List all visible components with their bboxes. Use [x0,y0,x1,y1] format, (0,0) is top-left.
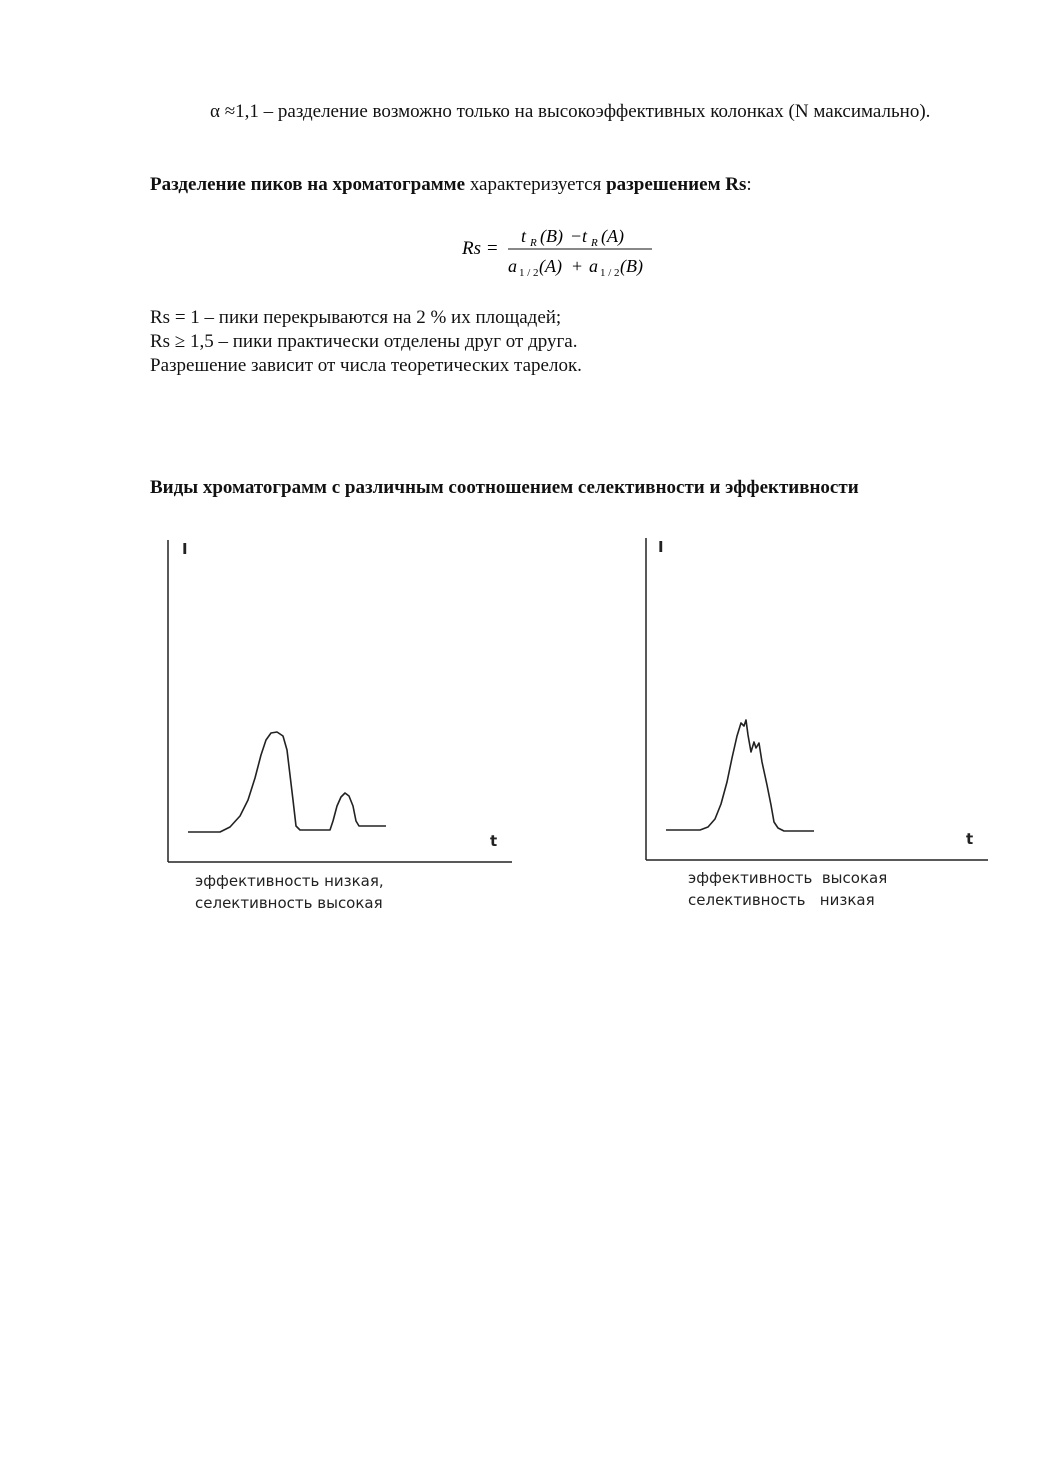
paragraph-resolution [150,173,965,197]
formula-t1-arg: (B) [540,226,563,246]
formula-a2: a [589,256,598,276]
resolution-formula [150,220,965,284]
formula-t1-sub: R [530,237,537,249]
chromatogram-curve [188,732,386,832]
formula-a1: a [508,256,517,276]
y-axis-label: I [182,540,188,558]
formula-a2-sub: 1 / 2 [600,267,620,279]
caption-line: эффективность низкая, [195,872,384,890]
caption-line: селективность низкая [688,891,875,909]
x-axis-label: t [490,832,498,850]
x-axis-label: t [966,830,974,848]
y-axis-label: I [658,538,664,556]
formula-a1-arg: (A) [539,256,562,276]
formula-t1: t [521,226,527,246]
caption-line: эффективность высокая [688,869,888,887]
text-characterized: характеризуется [465,174,607,195]
paragraph-alpha-text: α ≈1,1 – разделение возможно только на высокоэффективных колонках (N максимально). [210,101,931,122]
bold-resolution-rs: разрешением Rs [606,174,747,195]
note-line: Rs ≥ 1,5 – пики практически отделены друг от друга. [150,331,578,352]
chart-caption [688,867,887,911]
formula-plus: + [572,256,583,276]
formula-t2-sub: R [591,237,598,249]
formula-a2-arg: (B) [620,256,643,276]
note-line: Разрешение зависит от числа теоретических тарелок. [150,355,582,376]
text-colon: : [746,174,752,195]
section-heading: Виды хроматограмм с различным соотношением селективности и эффективности [150,477,859,498]
formula-a1-sub: 1 / 2 [519,267,539,279]
chromatogram-curve [666,720,814,831]
chromatogram-low-efficiency [150,530,520,875]
formula-minus: − [571,226,582,246]
chart-caption [195,870,384,914]
caption-line: селективность высокая [195,894,383,912]
formula-t2: t [582,226,588,246]
chromatogram-high-efficiency [628,530,998,875]
formula-t2-arg: (A) [601,226,624,246]
formula-lhs: Rs = [462,238,499,259]
bold-peak-separation: Разделение пиков на хроматограмме [150,174,466,195]
resolution-notes [150,306,965,378]
paragraph-alpha [150,100,965,124]
note-line: Rs = 1 – пики перекрываются на 2 % их площадей; [150,307,562,328]
